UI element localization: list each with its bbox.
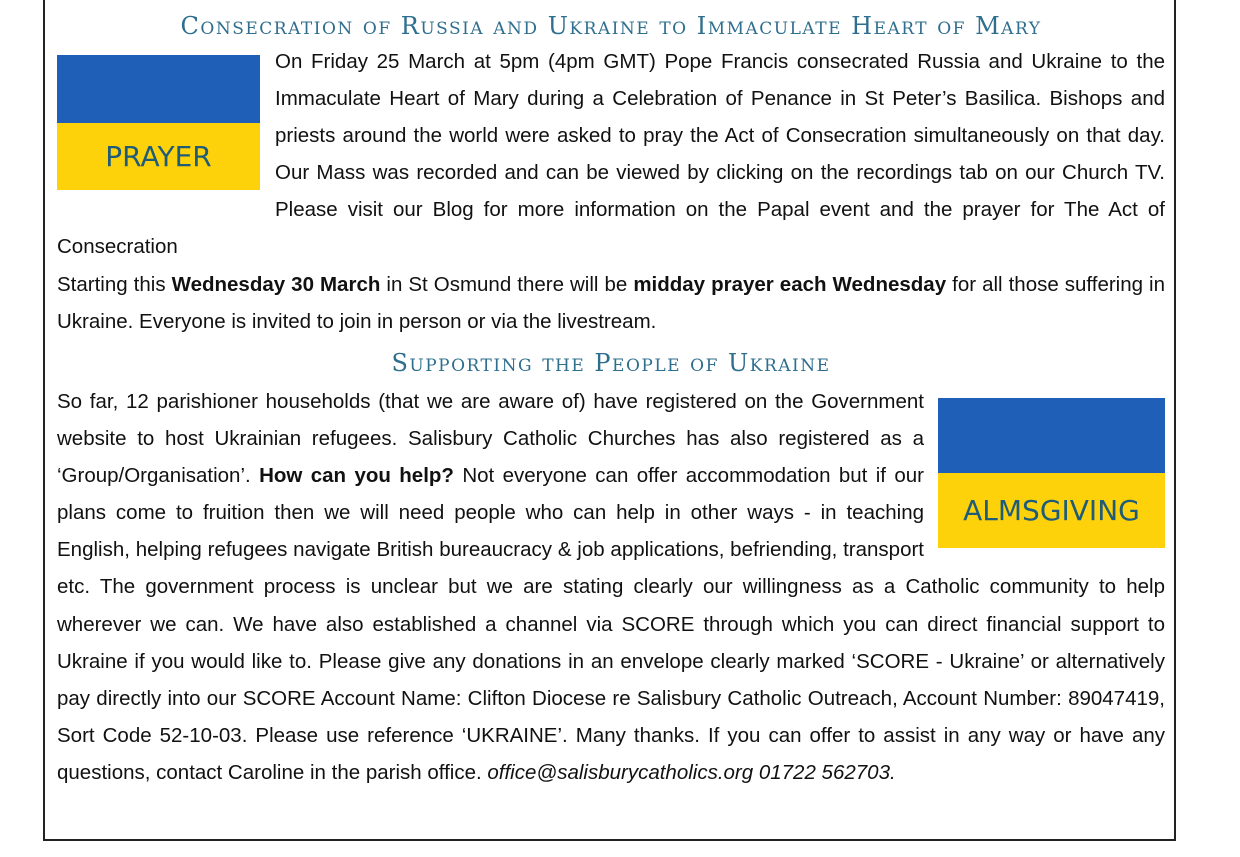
bold-midday-prayer: midday prayer each Wednesday bbox=[633, 272, 947, 296]
text-run: Starting this bbox=[57, 272, 172, 296]
bold-how-can-you-help: How can you help? bbox=[259, 464, 454, 488]
section-heading-consecration: Consecration of Russia and Ukraine to Immaculate Heart of Mary bbox=[180, 12, 1042, 40]
flag-spacer bbox=[924, 383, 1165, 553]
flag-label-prayer: PRAYER bbox=[105, 139, 212, 173]
consecration-paragraph: On Friday 25 March at 5pm (4pm GMT) Pope Francis consecrated Russia and Ukraine to the Immaculate Heart of Mary during a Celebration of Penance in St Peter’s Basilica. Bishops and priests around the world were asked to pray the Act of Consecration simultaneously on that day. Our Mass was recorded and can be viewed by clicking on the recordings tab on our Church TV. Please visit our Blog for more information on the Papal event and the prayer for The Act of Consecration bbox=[57, 50, 1165, 259]
text-run: for all those suffering in Ukraine. Everyone is invited to join in person or via the livestream. bbox=[57, 272, 1165, 333]
supporting-text bbox=[57, 383, 1165, 791]
bold-date: Wednesday 30 March bbox=[171, 272, 381, 296]
midday-prayer-paragraph bbox=[57, 266, 1165, 340]
flag-spacer bbox=[57, 43, 275, 193]
flag-label-almsgiving: ALMSGIVING bbox=[963, 494, 1140, 527]
consecration-text bbox=[57, 43, 1165, 340]
text-run: in St Osmund there will be bbox=[380, 272, 634, 296]
text-run: So far, 12 parishioner households (that we are aware of) have registered on the Government website to host Ukrainian refugees. Salisbury Catholic Churches has also registered as a ‘Group/Organisation’. bbox=[57, 390, 924, 488]
contact-details: office@salisburycatholics.org 01722 562703. bbox=[481, 760, 896, 784]
section-heading-supporting: Supporting the People of Ukraine bbox=[391, 349, 831, 377]
text-run: Not everyone can offer accommodation but if our plans come to fruition then we will need people who can help in other ways - in teaching English, helping refugees navigate British bureaucracy & job applications, befriending, transport etc. The government process is unclear but we are stating clearly our willingness as a Catholic community to help wherever we can. We have also established a channel via SCORE through which you can direct financial support to Ukraine if you would like to. Please give any donations in an envelope clearly marked ‘SCORE - Ukraine’ or alternatively pay directly into our SCORE Account Name: Clifton Diocese re Salisbury Catholic Outreach, Account Number: 89047419, Sort Code 52-10-03. Please use reference ‘UKRAINE’. Many thanks. If you can offer to assist in any way or have any questions, contact Caroline in the parish office. bbox=[57, 464, 1165, 784]
